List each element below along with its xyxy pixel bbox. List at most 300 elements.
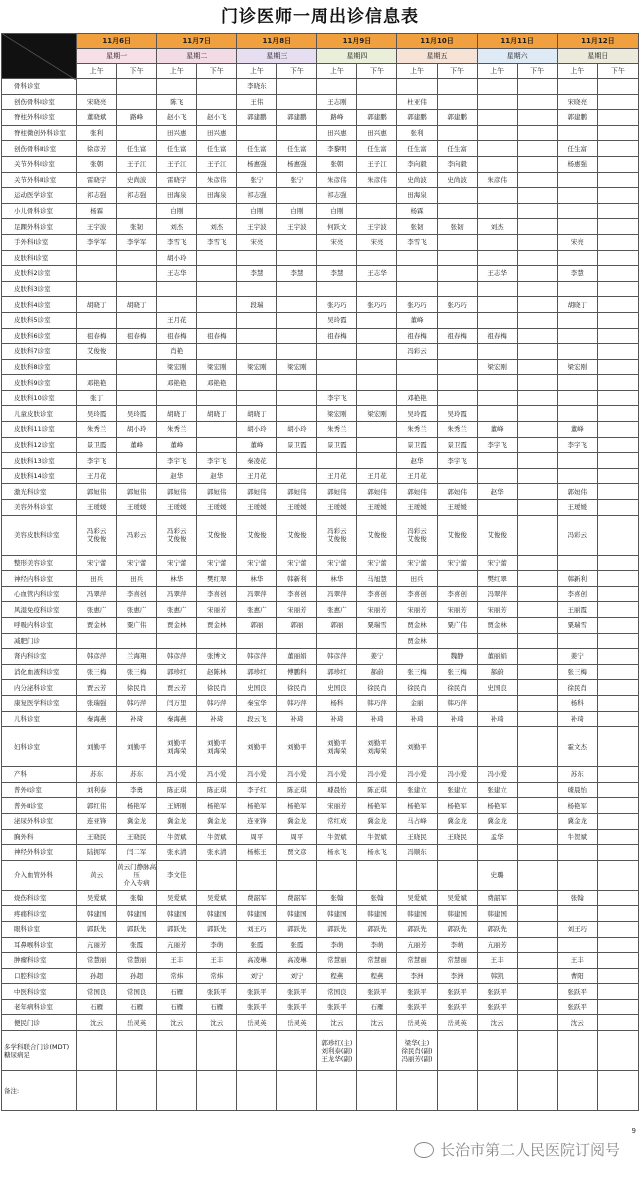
doctor-cell: 李勇: [117, 782, 157, 798]
doctor-cell: 郭姮伟: [237, 484, 277, 500]
doctor-cell: 程燕: [317, 968, 357, 984]
doctor-cell: [397, 860, 437, 890]
doctor-cell: 张瑞强: [77, 695, 117, 711]
doctor-cell: 李宇飞: [317, 390, 357, 406]
doctor-cell: 徐彦芳: [77, 141, 117, 157]
doctor-cell: [597, 79, 638, 95]
doctor-cell: 李学军: [77, 234, 117, 250]
doctor-cell: [437, 571, 477, 587]
table-row: [2, 406, 639, 422]
table-row: [2, 695, 639, 711]
doctor-cell: [517, 468, 557, 484]
date-header: 11月10日: [397, 34, 477, 49]
doctor-cell: [197, 250, 237, 266]
doctor-cell: 宋亮: [237, 234, 277, 250]
doctor-cell: 韩建国: [397, 906, 437, 922]
doctor-cell: 陈飞: [157, 94, 197, 110]
doctor-cell: 李向毅: [397, 156, 437, 172]
doctor-cell: 李向毅: [437, 156, 477, 172]
doctor-cell: 张跃平: [237, 999, 277, 1015]
doctor-cell: [357, 359, 397, 375]
doctor-cell: 李宇飞: [477, 437, 517, 453]
doctor-cell: 韩建国: [357, 906, 397, 922]
department-cell: 皮肤科Ⅰ诊室: [2, 250, 77, 266]
doctor-cell: 补琦: [317, 711, 357, 727]
table-row: [2, 571, 639, 587]
doctor-cell: [597, 649, 638, 665]
doctor-cell: 杨惠强: [277, 156, 317, 172]
doctor-cell: [597, 344, 638, 360]
doctor-cell: 李雪飞: [157, 234, 197, 250]
doctor-cell: 宋宁蕾: [477, 555, 517, 571]
doctor-cell: 任生富: [397, 141, 437, 157]
doctor-cell: 田海泉: [197, 188, 237, 204]
doctor-cell: 吴玲霞: [317, 312, 357, 328]
doctor-cell: 王子江: [357, 156, 397, 172]
doctor-cell: 张惠广: [117, 602, 157, 618]
doctor-cell: [597, 297, 638, 313]
doctor-cell: 陈正琪: [357, 782, 397, 798]
doctor-cell: 张丁: [77, 390, 117, 406]
doctor-cell: 补琦: [557, 711, 597, 727]
doctor-cell: 冯翠萍: [317, 586, 357, 602]
doctor-cell: [597, 633, 638, 649]
doctor-cell: 杨霖: [77, 203, 117, 219]
doctor-cell: 冯彩云 艾俊俊: [77, 515, 117, 555]
table-row: [2, 422, 639, 438]
doctor-cell: [597, 312, 638, 328]
doctor-cell: [557, 555, 597, 571]
doctor-cell: 田兴惠: [197, 125, 237, 141]
doctor-cell: 史璐: [477, 860, 517, 890]
doctor-cell: 王志华: [357, 266, 397, 282]
doctor-cell: 常慧丽: [397, 953, 437, 969]
doctor-cell: 张霞: [117, 937, 157, 953]
doctor-cell: [357, 250, 397, 266]
doctor-cell: 郭建鹏: [357, 110, 397, 126]
doctor-cell: [317, 344, 357, 360]
doctor-cell: 郭姮伟: [557, 484, 597, 500]
doctor-cell: 韩彦萍: [237, 649, 277, 665]
doctor-cell: 璩晨怡: [557, 782, 597, 798]
doctor-cell: 刘宁: [277, 968, 317, 984]
table-row: [2, 968, 639, 984]
doctor-cell: [477, 79, 517, 95]
doctor-cell: [437, 390, 477, 406]
doctor-cell: 补琦: [477, 711, 517, 727]
department-cell: 手外科Ⅰ诊室: [2, 234, 77, 250]
department-cell: 疼痛科诊室: [2, 906, 77, 922]
doctor-cell: 沈云: [477, 1015, 517, 1031]
doctor-cell: 姜宁: [557, 649, 597, 665]
doctor-cell: 沈云: [77, 1015, 117, 1031]
doctor-cell: 徐民肖: [277, 680, 317, 696]
doctor-cell: 李慧: [277, 266, 317, 282]
doctor-cell: 李雪飞: [197, 234, 237, 250]
doctor-cell: 朱秀兰: [77, 422, 117, 438]
doctor-cell: [557, 344, 597, 360]
doctor-cell: [597, 328, 638, 344]
doctor-cell: 李宇飞: [557, 437, 597, 453]
doctor-cell: 王子江: [117, 156, 157, 172]
doctor-cell: [277, 281, 317, 297]
doctor-cell: [597, 94, 638, 110]
doctor-cell: 张巧巧: [437, 297, 477, 313]
doctor-cell: 田海泉: [157, 188, 197, 204]
doctor-cell: 祖春梅: [317, 328, 357, 344]
doctor-cell: 白刚: [237, 203, 277, 219]
department-cell: 中医科诊室: [2, 984, 77, 1000]
doctor-cell: 王丽霞: [557, 602, 597, 618]
doctor-cell: 王瑷媛: [197, 500, 237, 516]
doctor-cell: [597, 829, 638, 845]
department-cell: 关节外科Ⅰ诊室: [2, 156, 77, 172]
department-cell: 皮肤科4诊室: [2, 297, 77, 313]
doctor-cell: [517, 953, 557, 969]
department-cell: 皮肤科13诊室: [2, 453, 77, 469]
doctor-cell: 田兵: [397, 571, 437, 587]
doctor-cell: 李文佳: [157, 860, 197, 890]
doctor-cell: 郭珍红: [237, 664, 277, 680]
doctor-cell: 张跃平: [237, 984, 277, 1000]
doctor-cell: 冯小爱: [437, 767, 477, 783]
doctor-cell: [277, 344, 317, 360]
department-cell: 神经外科诊室: [2, 845, 77, 861]
corner-cell: [2, 34, 77, 79]
doctor-cell: [557, 390, 597, 406]
doctor-cell: 雷晓宇: [157, 172, 197, 188]
doctor-cell: [357, 312, 397, 328]
doctor-cell: 王丰: [477, 953, 517, 969]
department-cell: 普外Ⅰ诊室: [2, 782, 77, 798]
table-row: [2, 94, 639, 110]
am-header: 上午: [317, 64, 357, 79]
doctor-cell: 李喜创: [117, 586, 157, 602]
doctor-cell: 石雁: [77, 999, 117, 1015]
doctor-cell: [517, 727, 557, 767]
doctor-cell: 姜宁: [357, 649, 397, 665]
doctor-cell: 张惠广: [317, 602, 357, 618]
doctor-cell: [557, 172, 597, 188]
doctor-cell: 郭姮伟: [397, 484, 437, 500]
doctor-cell: [597, 711, 638, 727]
doctor-cell: 冯小爱: [237, 767, 277, 783]
doctor-cell: [437, 125, 477, 141]
doctor-cell: 徐民肖: [357, 680, 397, 696]
doctor-cell: 任生富: [557, 141, 597, 157]
department-cell: 内分泌科诊室: [2, 680, 77, 696]
doctor-cell: 刘杰: [477, 219, 517, 235]
doctor-cell: 李宇飞: [77, 453, 117, 469]
doctor-cell: [597, 999, 638, 1015]
doctor-cell: 杨艳军: [277, 798, 317, 814]
doctor-cell: 史国良: [317, 680, 357, 696]
doctor-cell: 刘勤平 刘海荣: [357, 727, 397, 767]
doctor-cell: 赵华: [157, 468, 197, 484]
date-header: 11月8日: [237, 34, 317, 49]
doctor-cell: 常炜: [197, 968, 237, 984]
table-row: [2, 680, 639, 696]
am-header: 上午: [557, 64, 597, 79]
doctor-cell: 朱秀兰: [437, 422, 477, 438]
doctor-cell: [437, 281, 477, 297]
doctor-cell: [517, 141, 557, 157]
doctor-cell: [557, 468, 597, 484]
doctor-cell: 周平: [277, 829, 317, 845]
doctor-cell: [277, 234, 317, 250]
doctor-cell: 董丽娟: [477, 649, 517, 665]
doctor-cell: 兰海翔: [117, 649, 157, 665]
doctor-cell: [597, 375, 638, 391]
doctor-cell: [277, 297, 317, 313]
doctor-cell: 孟华: [477, 829, 517, 845]
doctor-cell: 冯翠萍: [77, 586, 117, 602]
doctor-cell: [517, 860, 557, 890]
doctor-cell: 李慧: [237, 266, 277, 282]
doctor-cell: [517, 571, 557, 587]
doctor-cell: 陈正琪: [277, 782, 317, 798]
pm-header: 下午: [197, 64, 237, 79]
doctor-cell: [117, 390, 157, 406]
doctor-cell: [117, 359, 157, 375]
doctor-cell: 牛贺斌: [317, 829, 357, 845]
table-row: [2, 767, 639, 783]
doctor-cell: [597, 437, 638, 453]
table-row: [2, 906, 639, 922]
table-row: [2, 79, 639, 95]
doctor-cell: 王瑷媛: [77, 500, 117, 516]
department-cell: 皮肤科7诊室: [2, 344, 77, 360]
table-row: [2, 798, 639, 814]
doctor-cell: [517, 172, 557, 188]
table-row: [2, 437, 639, 453]
doctor-cell: 韩建国: [117, 906, 157, 922]
doctor-cell: [477, 845, 517, 861]
doctor-cell: [517, 79, 557, 95]
table-row: [2, 1015, 639, 1031]
doctor-cell: 陈正琪: [157, 782, 197, 798]
doctor-cell: 宋丽芳: [357, 602, 397, 618]
doctor-cell: 郭跃先: [317, 921, 357, 937]
doctor-cell: [597, 1031, 638, 1071]
doctor-cell: [357, 453, 397, 469]
doctor-cell: 祖春梅: [437, 328, 477, 344]
am-header: 上午: [237, 64, 277, 79]
doctor-cell: 郭建鹏: [237, 110, 277, 126]
doctor-cell: [397, 1071, 437, 1111]
table-row: [2, 297, 639, 313]
doctor-cell: 祁志强: [77, 188, 117, 204]
doctor-cell: 刘勤平: [277, 727, 317, 767]
doctor-cell: 祖春梅: [397, 328, 437, 344]
doctor-cell: [597, 664, 638, 680]
doctor-cell: [517, 94, 557, 110]
doctor-cell: 邓艳艳: [197, 375, 237, 391]
doctor-cell: [477, 375, 517, 391]
doctor-cell: [557, 1031, 597, 1071]
doctor-cell: 宋晓亮: [77, 94, 117, 110]
doctor-cell: 朱彦伟: [317, 172, 357, 188]
doctor-cell: 杨惠强: [237, 156, 277, 172]
doctor-cell: 粟广伟: [437, 618, 477, 634]
doctor-cell: 沈云: [557, 1015, 597, 1031]
department-cell: 小儿骨科诊室: [2, 203, 77, 219]
doctor-cell: 张跃平: [477, 984, 517, 1000]
department-cell: 脊柱外科Ⅰ诊室: [2, 110, 77, 126]
doctor-cell: 宋丽芳: [317, 798, 357, 814]
department-cell: 皮肤科3诊室: [2, 281, 77, 297]
doctor-cell: 胡小玲: [117, 422, 157, 438]
table-row: [2, 500, 639, 516]
doctor-cell: [397, 359, 437, 375]
doctor-cell: 景卫霞: [277, 437, 317, 453]
doctor-cell: 肖艳: [157, 344, 197, 360]
table-row: [2, 1031, 639, 1071]
table-row: [2, 602, 639, 618]
doctor-cell: [597, 571, 638, 587]
weekday-header: 星期二: [157, 49, 237, 64]
doctor-cell: 刘勤平: [77, 727, 117, 767]
doctor-cell: [517, 602, 557, 618]
doctor-cell: 冯小爱: [357, 767, 397, 783]
doctor-cell: 韩彦萍: [157, 649, 197, 665]
doctor-cell: 贾云芳: [157, 680, 197, 696]
doctor-cell: [557, 453, 597, 469]
doctor-cell: 杨永飞: [317, 845, 357, 861]
doctor-cell: 秦海燕: [157, 711, 197, 727]
doctor-cell: [277, 125, 317, 141]
doctor-cell: [77, 79, 117, 95]
doctor-cell: [597, 602, 638, 618]
doctor-cell: 林华: [157, 571, 197, 587]
doctor-cell: [557, 633, 597, 649]
doctor-cell: 张永清: [197, 845, 237, 861]
doctor-cell: 岳灵英: [277, 1015, 317, 1031]
page-number: 9: [631, 1127, 636, 1135]
department-cell: 骨科诊室: [2, 79, 77, 95]
doctor-cell: 郭珍红: [157, 664, 197, 680]
doctor-cell: [597, 156, 638, 172]
doctor-cell: 梁宏刚: [277, 359, 317, 375]
doctor-cell: 李慧: [557, 266, 597, 282]
doctor-cell: [477, 250, 517, 266]
doctor-cell: 岳灵英: [397, 1015, 437, 1031]
weekday-header: 星期一: [77, 49, 157, 64]
doctor-cell: 王瑷媛: [117, 500, 157, 516]
doctor-cell: 李萌: [197, 937, 237, 953]
table-row: [2, 845, 639, 861]
doctor-cell: [477, 727, 517, 767]
doctor-cell: [517, 680, 557, 696]
doctor-cell: [437, 203, 477, 219]
doctor-cell: 韩建国: [277, 906, 317, 922]
doctor-cell: 岳灵英: [437, 1015, 477, 1031]
doctor-cell: 祖春梅: [157, 328, 197, 344]
doctor-cell: [437, 845, 477, 861]
doctor-cell: 赵小飞: [197, 110, 237, 126]
table-row: [2, 110, 639, 126]
doctor-cell: 王月花: [357, 468, 397, 484]
doctor-cell: [317, 860, 357, 890]
am-header: 上午: [477, 64, 517, 79]
table-row: [2, 188, 639, 204]
doctor-cell: 王志华: [477, 266, 517, 282]
doctor-cell: 冀金龙: [197, 813, 237, 829]
doctor-cell: [557, 1071, 597, 1111]
doctor-cell: [517, 390, 557, 406]
doctor-cell: 张建立: [477, 782, 517, 798]
doctor-cell: 张跃平: [357, 984, 397, 1000]
doctor-cell: 董峰: [477, 422, 517, 438]
doctor-cell: [517, 328, 557, 344]
table-row: [2, 375, 639, 391]
doctor-cell: 张永清: [157, 845, 197, 861]
department-cell: 皮肤科9诊室: [2, 375, 77, 391]
doctor-cell: 苏东: [557, 767, 597, 783]
doctor-cell: 韩建国: [157, 906, 197, 922]
doctor-cell: [597, 1015, 638, 1031]
doctor-cell: 韩建国: [317, 906, 357, 922]
doctor-cell: [357, 1031, 397, 1071]
doctor-cell: 李黎明: [317, 141, 357, 157]
weekday-header: 星期六: [477, 49, 557, 64]
doctor-cell: 王丰: [157, 953, 197, 969]
department-cell: 呼吸内科诊室: [2, 618, 77, 634]
doctor-cell: 郭建鹏: [557, 110, 597, 126]
doctor-cell: [597, 500, 638, 516]
department-cell: 皮肤科14诊室: [2, 468, 77, 484]
table-row: [2, 203, 639, 219]
doctor-cell: 璩晨怡: [317, 782, 357, 798]
doctor-cell: [277, 375, 317, 391]
doctor-cell: 郭珍红(主) 刘利泰(副) 王龙华(副): [317, 1031, 357, 1071]
department-cell: 创伤骨科Ⅰ诊室: [2, 94, 77, 110]
doctor-cell: 白刚: [277, 203, 317, 219]
doctor-cell: 韩彦萍: [77, 649, 117, 665]
department-cell: 激光科诊室: [2, 484, 77, 500]
doctor-cell: 郭丽: [237, 618, 277, 634]
am-header: 上午: [77, 64, 117, 79]
table-row: [2, 219, 639, 235]
doctor-cell: 常国良: [117, 984, 157, 1000]
doctor-cell: 郭珍红: [317, 664, 357, 680]
doctor-cell: 韩巧萍: [197, 695, 237, 711]
doctor-cell: [597, 921, 638, 937]
department-cell: 烧伤科诊室: [2, 890, 77, 906]
doctor-cell: [477, 1031, 517, 1071]
doctor-cell: [77, 359, 117, 375]
doctor-cell: [477, 1071, 517, 1111]
doctor-cell: [597, 890, 638, 906]
doctor-cell: 李学军: [117, 234, 157, 250]
doctor-cell: 任生富: [157, 141, 197, 157]
doctor-cell: [517, 219, 557, 235]
doctor-cell: 李喜创: [277, 586, 317, 602]
doctor-cell: [557, 203, 597, 219]
doctor-cell: [477, 344, 517, 360]
doctor-cell: [517, 798, 557, 814]
date-header: 11月9日: [317, 34, 397, 49]
table-row: [2, 468, 639, 484]
doctor-cell: 补琦: [197, 711, 237, 727]
doctor-cell: [237, 1071, 277, 1111]
doctor-cell: [317, 1071, 357, 1111]
doctor-cell: [477, 406, 517, 422]
doctor-cell: [357, 203, 397, 219]
doctor-cell: 冯彩云: [397, 344, 437, 360]
table-row: [2, 250, 639, 266]
doctor-cell: 冀金龙: [157, 813, 197, 829]
